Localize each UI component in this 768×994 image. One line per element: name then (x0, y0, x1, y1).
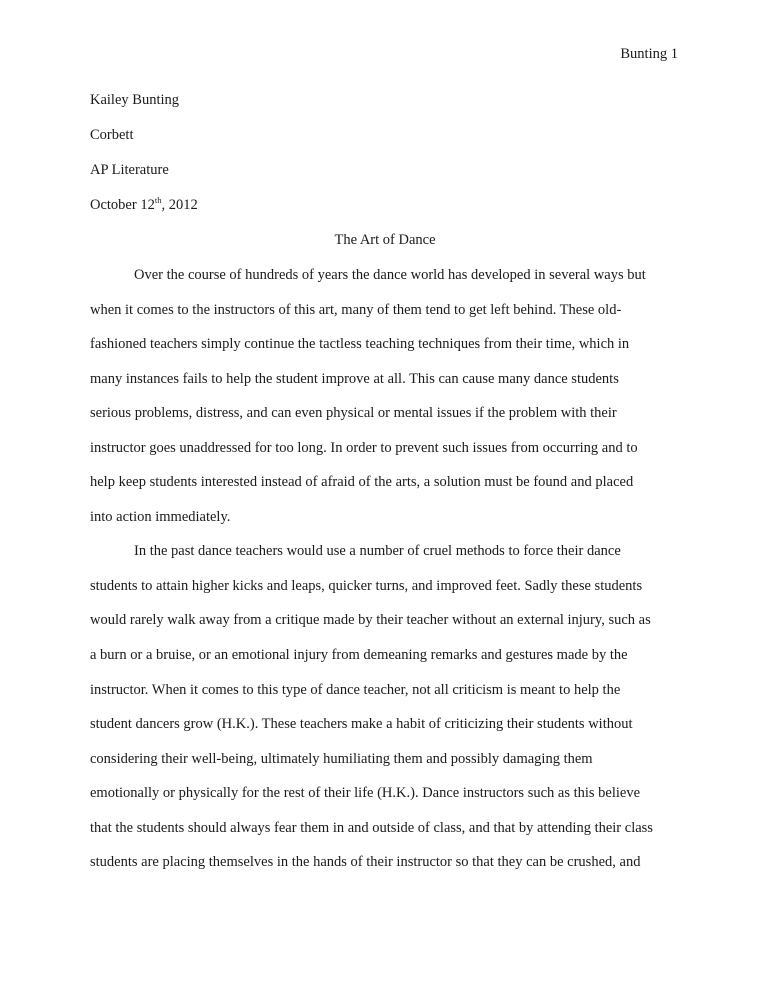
body-line: would rarely walk away from a critique made by their teacher without an external injury, such as (90, 612, 651, 629)
body-line: serious problems, distress, and can even physical or mental issues if the problem with their (90, 405, 617, 422)
body-line: student dancers grow (H.K.). These teachers make a habit of criticizing their students without (90, 716, 633, 733)
body-line: instructor. When it comes to this type of dance teacher, not all criticism is meant to help the (90, 681, 621, 698)
body-line: that the students should always fear them in and outside of class, and that by attending their class (90, 819, 653, 836)
student-name: Kailey Bunting (90, 92, 180, 108)
body-line: when it comes to the instructors of this art, many of them tend to get left behind. These old- (90, 301, 622, 318)
body-line: emotionally or physically for the rest of their life (H.K.). Dance instructors such as this believe (90, 785, 641, 802)
body-line: help keep students interested instead of afraid of the arts, a solution must be found and placed (90, 474, 634, 491)
running-head: Bunting 1 (620, 46, 678, 62)
body-line: students to attain higher kicks and leaps, quicker turns, and improved feet. Sadly these students (90, 577, 643, 594)
body-line: In the past dance teachers would use a number of cruel methods to force their dance (134, 543, 621, 560)
body-line: into action immediately. (90, 508, 231, 525)
essay-title: The Art of Dance (334, 232, 436, 248)
body-line: a burn or a bruise, or an emotional injury from demeaning remarks and gestures made by the (90, 647, 628, 664)
body-line: instructor goes unaddressed for too long. In order to prevent such issues from occurring and to (90, 439, 638, 456)
body-line: fashioned teachers simply continue the tactless teaching techniques from their time, which in (90, 336, 630, 353)
mla-heading (90, 90, 680, 887)
course-name: AP Literature (90, 162, 169, 178)
body-line: many instances fails to help the student improve at all. This can cause many dance students (90, 370, 619, 387)
date-prefix: October 12 (90, 197, 155, 213)
body-line: Over the course of hundreds of years the dance world has developed in several ways but (134, 267, 646, 283)
teacher-name: Corbett (90, 127, 134, 143)
essay-body (90, 265, 680, 887)
date-suffix: , 2012 (161, 197, 198, 213)
date-superscript: th (154, 195, 162, 205)
body-line: considering their well-being, ultimately humiliating them and possibly damaging them (90, 750, 593, 767)
date-line (90, 195, 680, 230)
body-line: students are placing themselves in the hands of their instructor so that they can be crushed, and (90, 854, 641, 871)
